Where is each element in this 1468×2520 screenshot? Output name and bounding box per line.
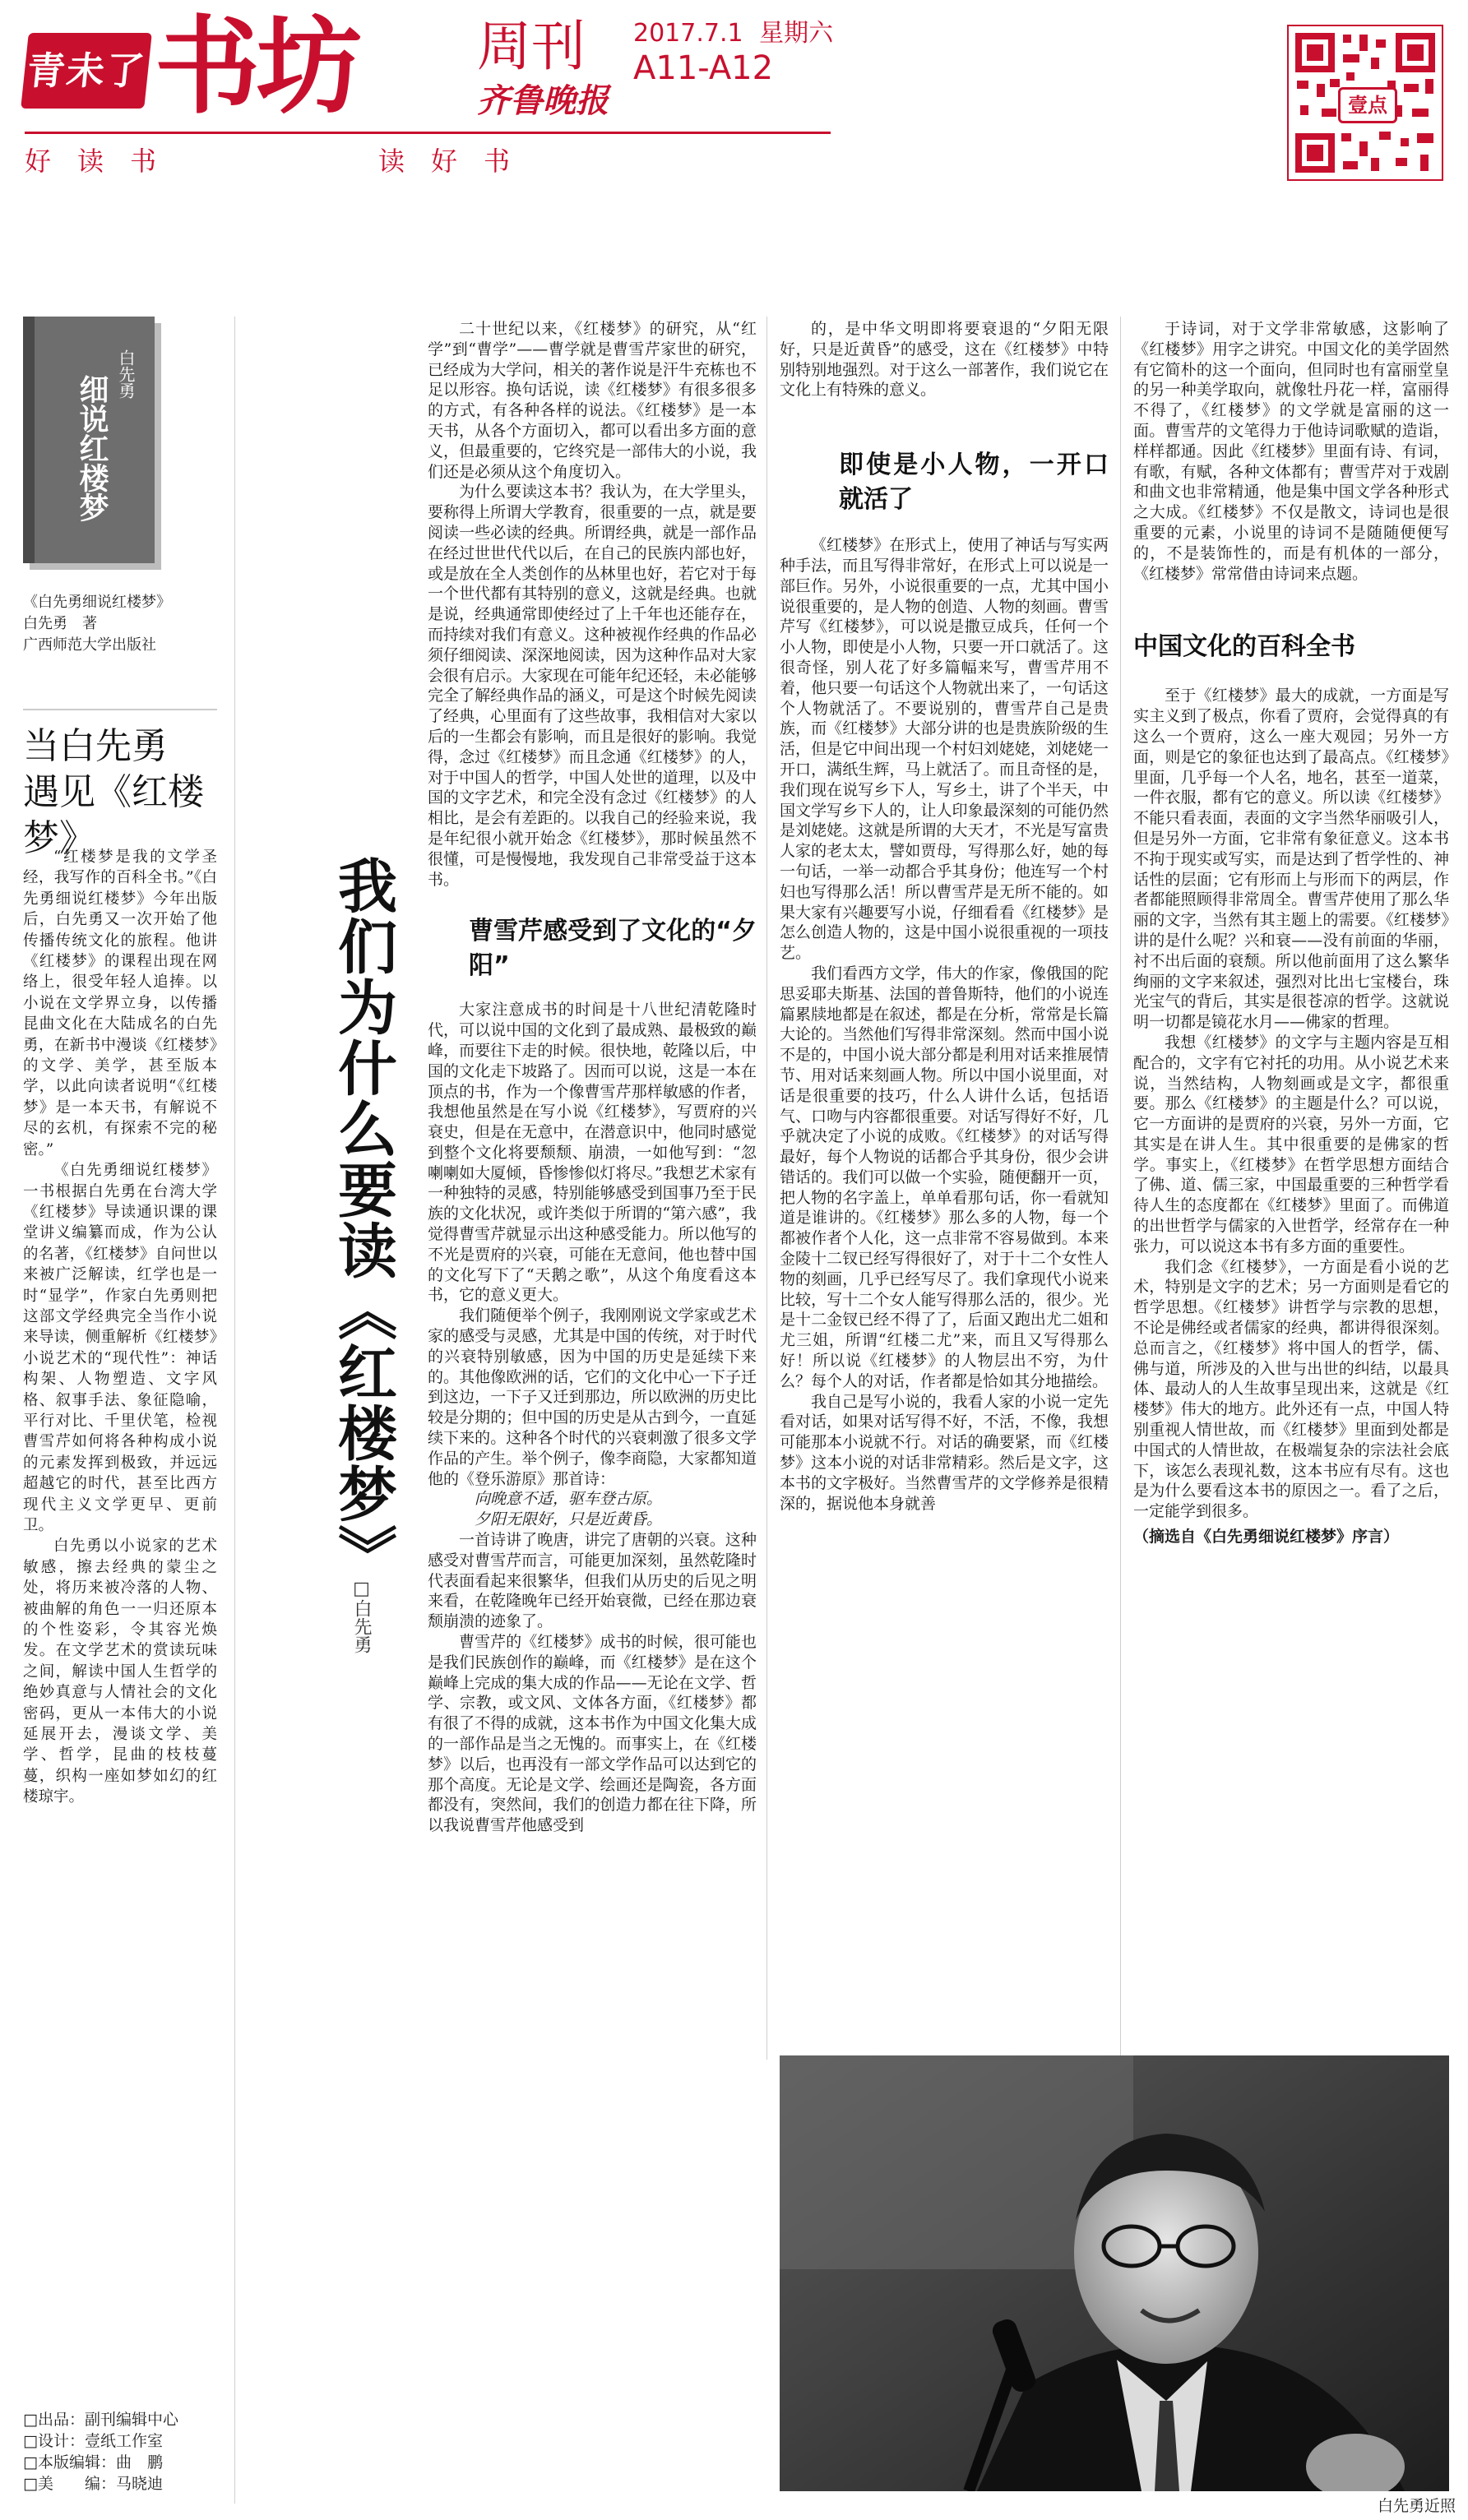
subhead-small-characters: 即使是小人物，一开口就活了 [839, 451, 1109, 515]
date-text: 2017.7.1 [633, 19, 743, 48]
side-paragraph: “红楼梦是我的文学圣经，我写作的百科全书。”《白先勇细说红楼梦》今年出版后，白先勇又一次开始了他传播传统文化的旅程。他讲《红楼梦》的课程出现在网络上，很受年轻人追捧。以小说在文学界立身，以传播昆曲文化在大陆成名的白先勇，在新书中漫谈《红楼梦》的文学、美学，甚至版本学，以此向读者说明“《红楼梦》是一本天书，有解说不尽的玄机，有探索不完的秘密。” [23, 848, 217, 1158]
slogan-right: 读好书 [378, 146, 537, 177]
article-paragraph: 曹雪芹的《红楼梦》成书的时候，很可能也是我们民族创作的巅峰，而《红楼梦》是在这个巅峰上完成的集大成的作品——无论在文学、哲学、宗教，或文风、文体各方面，《红楼梦》都有很了不得的成就，这本书作为中国文化集大成的一部作品是当之无愧的。而事实上，在《红楼梦》以后，也再没有一部文学作品可以达到它的那个高度。无论是文学、绘画还是陶瓷，各方面都没有，突然间，我们的创造力都在往下降，所以我说曹雪芹他感受到 [428, 1633, 757, 1835]
slogan-left: 好读书 [25, 146, 183, 177]
article-paragraph: 我们随便举个例子，我刚刚说文学家或艺术家的感受与灵感，尤其是中国的传统，对于时代的兴衰特别敏感，因为中国的历史是延续下来的。其他像欧洲的话，它们的文化中心一下子迁到这边，一下子又迁到那边，所以欧洲的历史比较是分期的；但中国的历史是从古到今，一直延续下来的。这种各个时代的兴衰刺激了很多文学作品的产生。举个例子，像李商隐，大家都知道他的《登乐游原》那首诗： [428, 1306, 757, 1488]
article-paragraph: 的，是中华文明即将要衰退的“夕阳无限好，只是近黄昏”的感受，这在《红楼梦》中特别特别地强烈。对于这么一部著作，我们说它在文化上有特殊的意义。 [780, 320, 1109, 400]
side-paragraph: 白先勇以小说家的艺术敏感，擦去经典的蒙尘之处，将历来被冷落的人物、被曲解的角色一一归还原本的个性姿彩，令其容光焕发。在文学艺术的赏读玩味之间，解读中国人生哲学的绝妙真意与人情社会的文化密码，更从一本伟大的小说延展开去，漫谈文学、美学、哲学，昆曲的枝枝蔓蔓，织构一座如梦如幻的红楼琼宇。 [23, 1537, 217, 1806]
credit-line: □设计：壹纸工作室 [23, 2432, 163, 2450]
qr-code[interactable] [1287, 25, 1443, 181]
credit-line: □本版编辑：曲 鹏 [23, 2453, 163, 2471]
logo-qingweiliao [21, 33, 152, 109]
poem-line: 向晚意不适，驱车登古原。 [475, 1490, 663, 1509]
book-author: 白先勇 著 [23, 615, 97, 632]
logo-text: 青未了 [25, 49, 148, 93]
article-paragraph: 我想《红楼梦》的文字与主题内容是互相配合的，文字有它衬托的功用。从小说艺术来说，当然结构，人物刻画或是文字，都很重要。那么《红楼梦》的主题是什么？可以说，它一方面讲的是贾府的兴衰，另外一方面，它其实是在讲人生。其中很重要的是佛家的哲学。事实上，《红楼梦》在哲学思想方面结合了佛、道、儒三家，中国最重要的三种哲学看待人生的态度都在《红楼梦》里面了。而佛道的出世哲学与儒家的入世哲学，经常存在一种张力，可以说这本书有多方面的重要性。 [1133, 1033, 1449, 1255]
left-divider-short [23, 709, 217, 710]
credit-line: □出品：副刊编辑中心 [23, 2411, 178, 2429]
article-paragraph: 于诗词，对于文学非常敏感，这影响了《红楼梦》用字之讲究。中国文化的美学固然有它简朴的这一个面向，但同时也有富丽堂皇的另一种美学取向，就像牡丹花一样，富丽得不得了，《红楼梦》的文学就是富丽的这一面。曹雪芹的文笔得力于他诗词歌赋的造诣，样样都通。因此《红楼梦》里面有诗、有词，有歌，有赋，各种文体都有；曹雪芹对于戏剧和曲文也非常精通，他是集中国文学各种形式之大成。《红楼梦》不仅是散文，诗词也是很重要的元素，小说里的诗词不是随随便便写的，不是装饰性的，而是有机体的一部分，《红楼梦》常常借由诗词来点题。 [1133, 320, 1449, 583]
subhead-encyclopedia: 中国文化的百科全书 [1133, 632, 1355, 662]
book-title: 《白先勇细说红楼梦》 [23, 594, 171, 611]
poem-line: 夕阳无限好，只是近黄昏。 [475, 1510, 663, 1529]
article-column-2 [780, 319, 1109, 2046]
book-cover-spine-line [23, 317, 35, 563]
article-paragraph: 我自己是写小说的，我看人家的小说一定先看对话，如果对话写得不好，不活，不像，我想可能那本小说就不行。对话的确要紧，而《红楼梦》这本小说的对话非常精彩。然后是文字，这本书的文字极好。当然曹雪芹的文学修养是很精深的，据说他本身就善 [780, 1392, 1109, 1513]
side-headline-line-1: 当白先勇 [23, 725, 168, 767]
article-paragraph: 一首诗讲了晚唐，讲完了唐朝的兴衰。这种感受对曹雪芹而言，可能更加深刻，虽然乾隆时代表面看起来很繁华，但我们从历史的后见之明来看，在乾隆晚年已经开始衰微，已经在那边衰颓崩溃的迹象了。 [428, 1531, 757, 1631]
article-paragraph: 为什么要读这本书？我认为，在大学里头，要称得上所谓大学教育，很重要的一点，就是要阅读一些必读的经典。所谓经典，就是一部作品在经过世世代代以后，在自己的民族内部也好，或是放在全人类创作的丛林里也好，若它对于每一个世代都有其特别的意义，这就是经典。也就是说，经典通常即使经过了上千年也还能存在，而持续对我们有意义。这种被视作经典的作品必须仔细阅读、深深地阅读，因为这种作品对大家会很有启示。大家现在可能年纪还轻，未必能够完全了解经典作品的涵义，可是这个时候先阅读了经典，心里面有了这些故事，我相信对大家以后的一生都会有影响，而且是很好的影响。我觉得，念过《红楼梦》而且念通《红楼梦》的人，对于中国人的哲学，中国人处世的道理，以及中国的文字艺术，和完全没有念过《红楼梦》的人相比，是会有差距的。以我自己的经验来说，我是年纪很小就开始念《红楼梦》，那时候虽然不很懂，可是慢慢地，我发现自己非常受益于这本书。 [428, 483, 757, 889]
side-article-headline [23, 724, 220, 862]
article-source: （摘选自《白先勇细说红楼梦》序言） [1133, 1528, 1400, 1547]
column-divider-1 [766, 317, 767, 2060]
page-numbers: A11-A12 [633, 49, 774, 87]
main-article-byline: □白先勇 [351, 1579, 372, 1653]
article-paragraph: 《红楼梦》在形式上，使用了神话与写实两种手法，而且写得非常好，在形式上可以说是一部巨作。另外，小说很重要的一点，尤其中国小说很重要的，是人物的创造、人物的刻画。曹雪芹写《红楼梦》，可以说是撒豆成兵，任何一个小人物，即使是小人物，只要一开口就活了。这很奇怪，别人花了好多篇幅来写，曹雪芹用不着，他只要一句话这个人物就出来了，一句话这个人物就活了。不要说别的，曹雪芹自己是贵族，而《红楼梦》大部分讲的也是贵族阶级的生活，但是它中间出现一个村妇刘姥姥，刘姥姥一开口，满纸生辉，马上就活了。而且奇怪的是，我们现在说写乡下人，写乡土，讲了个半天，中国文学写乡下人的，让人印象最深刻的可能仍然是刘姥姥。这就是所谓的大天才，不光是写富贵人家的老太太，譬如贾母，写得那么好，她的每一句话，一举一动都合乎其身份；他连写一个村妇也写得那么活！所以曹雪芹是无所不能的。如果大家有兴趣要写小说，仔细看看《红楼梦》是怎么创造人物的，这是中国小说很重视的一项技艺。 [780, 536, 1109, 963]
issue-date [633, 20, 833, 48]
book-cover-title: 细说红楼梦 [75, 374, 109, 522]
column-divider-left [234, 317, 235, 2504]
masthead [0, 0, 1468, 193]
book-info [23, 592, 196, 656]
newspaper-name: 齐鲁晚报 [477, 81, 609, 120]
book-cover [23, 317, 171, 580]
article-paragraph: 我们看西方文学，伟大的作家，像俄国的陀思妥耶夫斯基、法国的普鲁斯特，他们的小说连篇累牍地都是在叙述，都是在分析，常常是长篇大论的。当然他们写得非常深刻。然而中国小说不是的，中国小说大部分都是利用对话来推展情节、用对话来刻画人物。所以中国小说里面，对话是很重要的技巧，什么人讲什么话，包括语气、口吻与内容都很重要。对话写得好不好，几乎就决定了小说的成败。《红楼梦》的对话写得最好，每个人物说的话都合乎其身份，很少会讲错话的。我们可以做一个实验，随便翻开一页，把人物的名字盖上，单单看那句话，你一看就知道是谁讲的。《红楼梦》那么多的人物，每一个都被作者个人化，这一点非常不容易做到。本来金陵十二钗已经写得很好了，对于十二个女性人物的刻画，几乎已经写尽了。我们拿现代小说来比较，写十二个女人能写得那么活的，很少。光是十二金钗已经不得了了，后面又跑出尤二姐和尤三姐，所谓“红楼二尤”来，而且又写得那么好！所以说《红楼梦》的人物层出不穷，为什么？每个人的对话，作者都是恰如其分地描绘。 [780, 964, 1109, 1390]
article-paragraph: 我们念《红楼梦》，一方面是看小说的艺术，特别是文字的艺术；另一方面则是看它的哲学思想。《红楼梦》讲哲学与宗教的思想，不论是佛经或者儒家的经典，都讲得很深刻。总而言之，《红楼梦》将中国人的哲学，儒、佛与道，所涉及的入世与出世的纠结，以最具体、最动人的人生故事呈现出来，这就是《红楼梦》伟大的地方。此外还有一点，中国人特别重视人情世故，而《红楼梦》里面到处都是中国式的人情世故，在极端复杂的宗法社会底下，该怎么表现礼数，这本书应有尽有。这也是为什么要看这本书的原因之一。看了之后，一定能学到很多。 [1133, 1257, 1449, 1521]
side-article-body [23, 847, 217, 2097]
masthead-title: 书坊 [155, 6, 359, 128]
author-portrait-icon [780, 2055, 1449, 2491]
subhead-culture-sunset: 曹雪芹感受到了文化的“夕阳” [469, 917, 757, 981]
side-paragraph: 《白先勇细说红楼梦》一书根据白先勇在台湾大学《红楼梦》导读通识课的课堂讲义编纂而成，作为公认的名著，《红楼梦》自问世以来被广泛解读，红学也是一时“显学”，作家白先勇则把这部文学经典完全当作小说来导读，侧重解析《红楼梦》小说艺术的“现代性”：神话构架、人物塑造、文字风格、叙事手法、象征隐喻，平行对比、千里伏笔，检视曹雪芹如何将各种构成小说的元素发挥到极致，并远远超越它的时代，甚至比西方现代主义文学更早、更前卫。 [23, 1162, 217, 1534]
column-divider-2 [1120, 317, 1121, 2060]
masthead-rule [25, 132, 831, 134]
qr-badge: 壹点 [1338, 87, 1397, 123]
masthead-weekly: 周刊 [477, 15, 586, 78]
article-paragraph: 至于《红楼梦》最大的成就，一方面是写实主义到了极点，你看了贾府，会觉得真的有这么一个贾府，这么一座大观园；另外一方面，则是它的象征也达到了最高点。《红楼梦》里面，几乎每一个人名，地名，甚至一道菜，一件衣服，都有它的意义。所以读《红楼梦》不能只看表面，表面的文字当然华丽吸引人，但是另外一方面，它非常有象征意义。这本书不拘于现实或写实，而是达到了哲学性的、神话性的层面；它有形而上与形而下的两层，作者都能照顾得非常周全。曹雪芹使用了那么华丽的文字，当然有其主题上的需要。《红楼梦》讲的是什么呢？兴和衰——没有前面的华丽，衬不出后面的衰颓。所以他前面用了这么繁华绚丽的文字来叙述，强烈对比出七宝楼台，珠光宝气的背后，其实是很苍凉的哲学。这就说明一切都是镜花水月——佛家的哲理。 [1133, 687, 1449, 1032]
credit-line: □美 编：马晓迪 [23, 2475, 163, 2493]
photo-caption: 白先勇近照 [1377, 2497, 1456, 2515]
article-column-3 [1133, 319, 1449, 2062]
credits [23, 2409, 237, 2495]
main-article-title: 我们为什么要读《红楼梦》 [328, 855, 397, 1585]
book-cover-front [23, 317, 155, 563]
side-headline-line-2: 遇见《红楼梦》 [23, 771, 204, 859]
article-paragraph: 大家注意成书的时间是十八世纪清乾隆时代，可以说中国的文化到了最成熟、最极致的巅峰，而要往下走的时候。很快地，乾隆以后，中国的文化走下坡路了。因而可以说，这是一本在顶点的书，作为一个像曹雪芹那样敏感的作者，我想他虽然是在写小说《红楼梦》，写贾府的兴衰史，但是在无意中，在潜意识中，他同时感觉到整个文化将要颓颓、崩溃，一如他写到：“忽喇喇如大厦倾，昏惨惨似灯将尽。”我想艺术家有一种独特的灵感，特别能够感受到国事乃至于民族的文化状况，或许类似于所谓的“第六感”，我觉得曹雪芹就显示出这种感受能力。所以他写的不光是贾府的兴衰，可能在无意间，他也替中国的文化写下了“天鹅之歌”，从这个角度看这本书，它的意义更大。 [428, 1001, 757, 1305]
author-photo [780, 2055, 1449, 2491]
weekday-text: 星期六 [759, 19, 834, 48]
book-publisher: 广西师范大学出版社 [23, 636, 156, 654]
article-paragraph: 二十世纪以来，《红楼梦》的研究，从“红学”到“曹学”——曹学就是曹雪芹家世的研究，已经成为大学问，相关的著作说是汗牛充栋也不足以形容。换句话说，读《红楼梦》有很多很多的方式，有各种各样的说法。《红楼梦》是一本天书，从各个方面切入，都可以看出多方面的意义，但最重要的，它终究是一部伟大的小说，我们还是必须从这个角度切入。 [428, 320, 757, 481]
book-cover-author: 白先勇 [116, 349, 136, 399]
article-column-1 [428, 319, 757, 2498]
